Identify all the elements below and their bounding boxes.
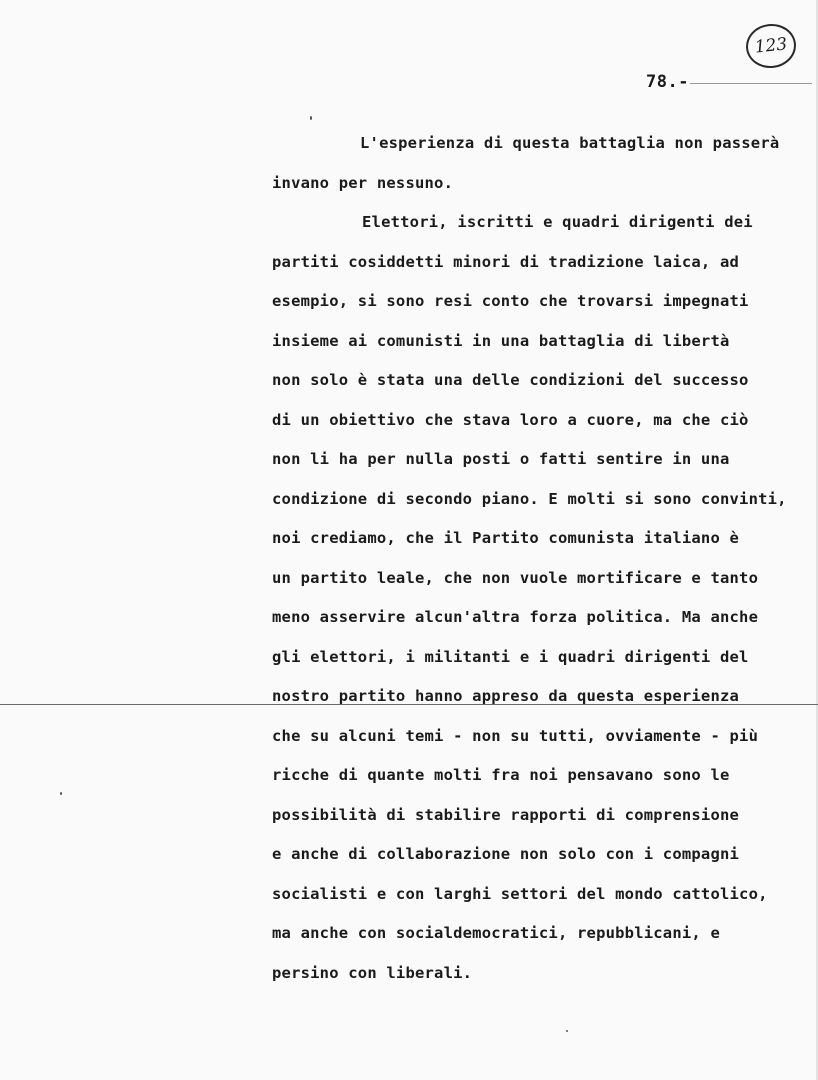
scan-speck <box>310 116 312 120</box>
text-line: nostro partito hanno appreso da questa esperienza <box>272 687 740 705</box>
text-line: meno asservire alcun'altra forza politica. Ma anche <box>272 608 759 626</box>
text-line: ma anche con socialdemocratici, repubblicani, e <box>272 924 720 942</box>
text-line: Elettori, iscritti e quadri dirigenti dei <box>362 213 753 231</box>
text-line: partiti cosiddetti minori di tradizione laica, ad <box>272 253 740 271</box>
text-line: possibilità di stabilire rapporti di comprensione <box>272 806 740 824</box>
text-line: non li ha per nulla posti o fatti sentire in una <box>272 450 730 468</box>
text-line: di un obiettivo che stava loro a cuore, ma che ciò <box>272 411 749 429</box>
text-line: e anche di collaborazione non solo con i compagni <box>272 845 740 863</box>
text-line: insieme ai comunisti in una battaglia di libertà <box>272 332 730 350</box>
text-line: socialisti e con larghi settori del mondo cattolico, <box>272 885 768 903</box>
text-line: condizione di secondo piano. E molti si sono convinti, <box>272 490 787 508</box>
scan-speck <box>566 1030 568 1032</box>
text-line: ricche di quante molti fra noi pensavano sono le <box>272 766 730 784</box>
text-line: invano per nessuno. <box>272 174 454 192</box>
text-line: L'esperienza di questa battaglia non passerà <box>360 134 780 152</box>
text-line: noi crediamo, che il Partito comunista italiano è <box>272 529 740 547</box>
text-line: persino con liberali. <box>272 964 473 982</box>
scan-speck <box>60 792 62 795</box>
page-number: 78.- <box>646 72 689 92</box>
text-line: che su alcuni temi - non su tutti, ovviamente - più <box>272 727 759 745</box>
text-line: esempio, si sono resi conto che trovarsi impegnati <box>272 292 749 310</box>
text-line: non solo è stata una delle condizioni del successo <box>272 371 749 389</box>
text-line: un partito leale, che non vuole mortificare e tanto <box>272 569 759 587</box>
page-stamp: 123 <box>744 22 798 71</box>
text-line: gli elettori, i militanti e i quadri dirigenti del <box>272 648 749 666</box>
